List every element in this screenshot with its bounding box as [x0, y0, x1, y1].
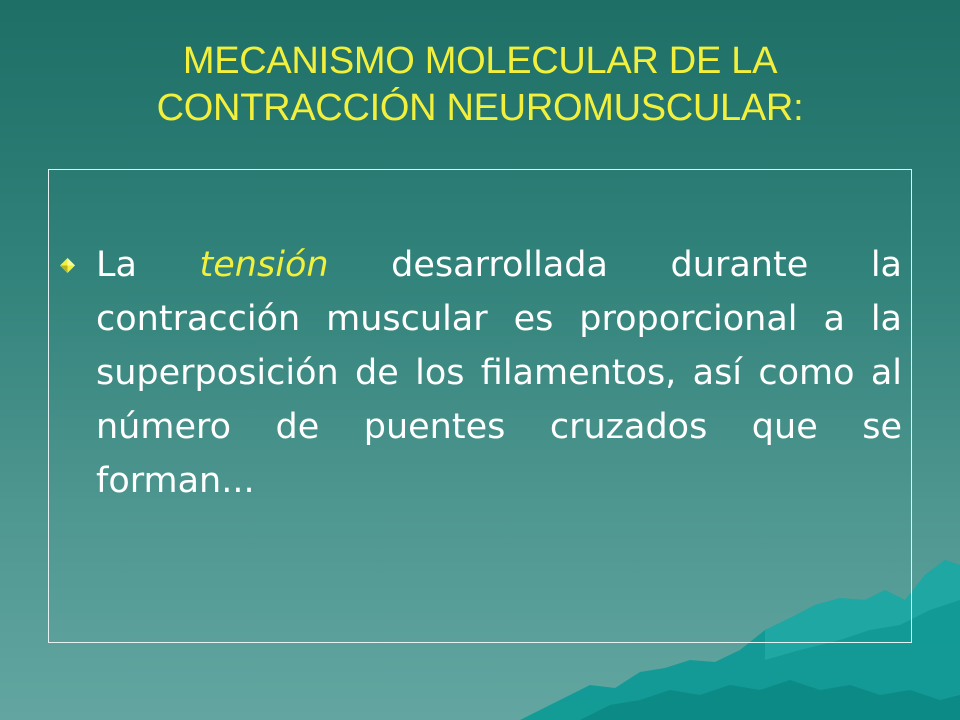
bullet-item: [60, 238, 902, 508]
slide-title-line-2: CONTRACCIÓN NEUROMUSCULAR:: [156, 87, 804, 129]
bullet-emphasis: tensión: [199, 245, 329, 285]
slide-title: [0, 38, 960, 132]
bullet-text: [96, 238, 902, 508]
bullet-text-before: La: [96, 245, 200, 285]
diamond-bullet-icon: [60, 258, 75, 273]
bullet-text-after: desarrollada durante la contracción muscular es proporcional a la superposición de los filamentos, así como al número de puentes cruzados que se forman...: [96, 245, 902, 501]
slide-title-line-1: MECANISMO MOLECULAR DE LA: [182, 40, 778, 82]
